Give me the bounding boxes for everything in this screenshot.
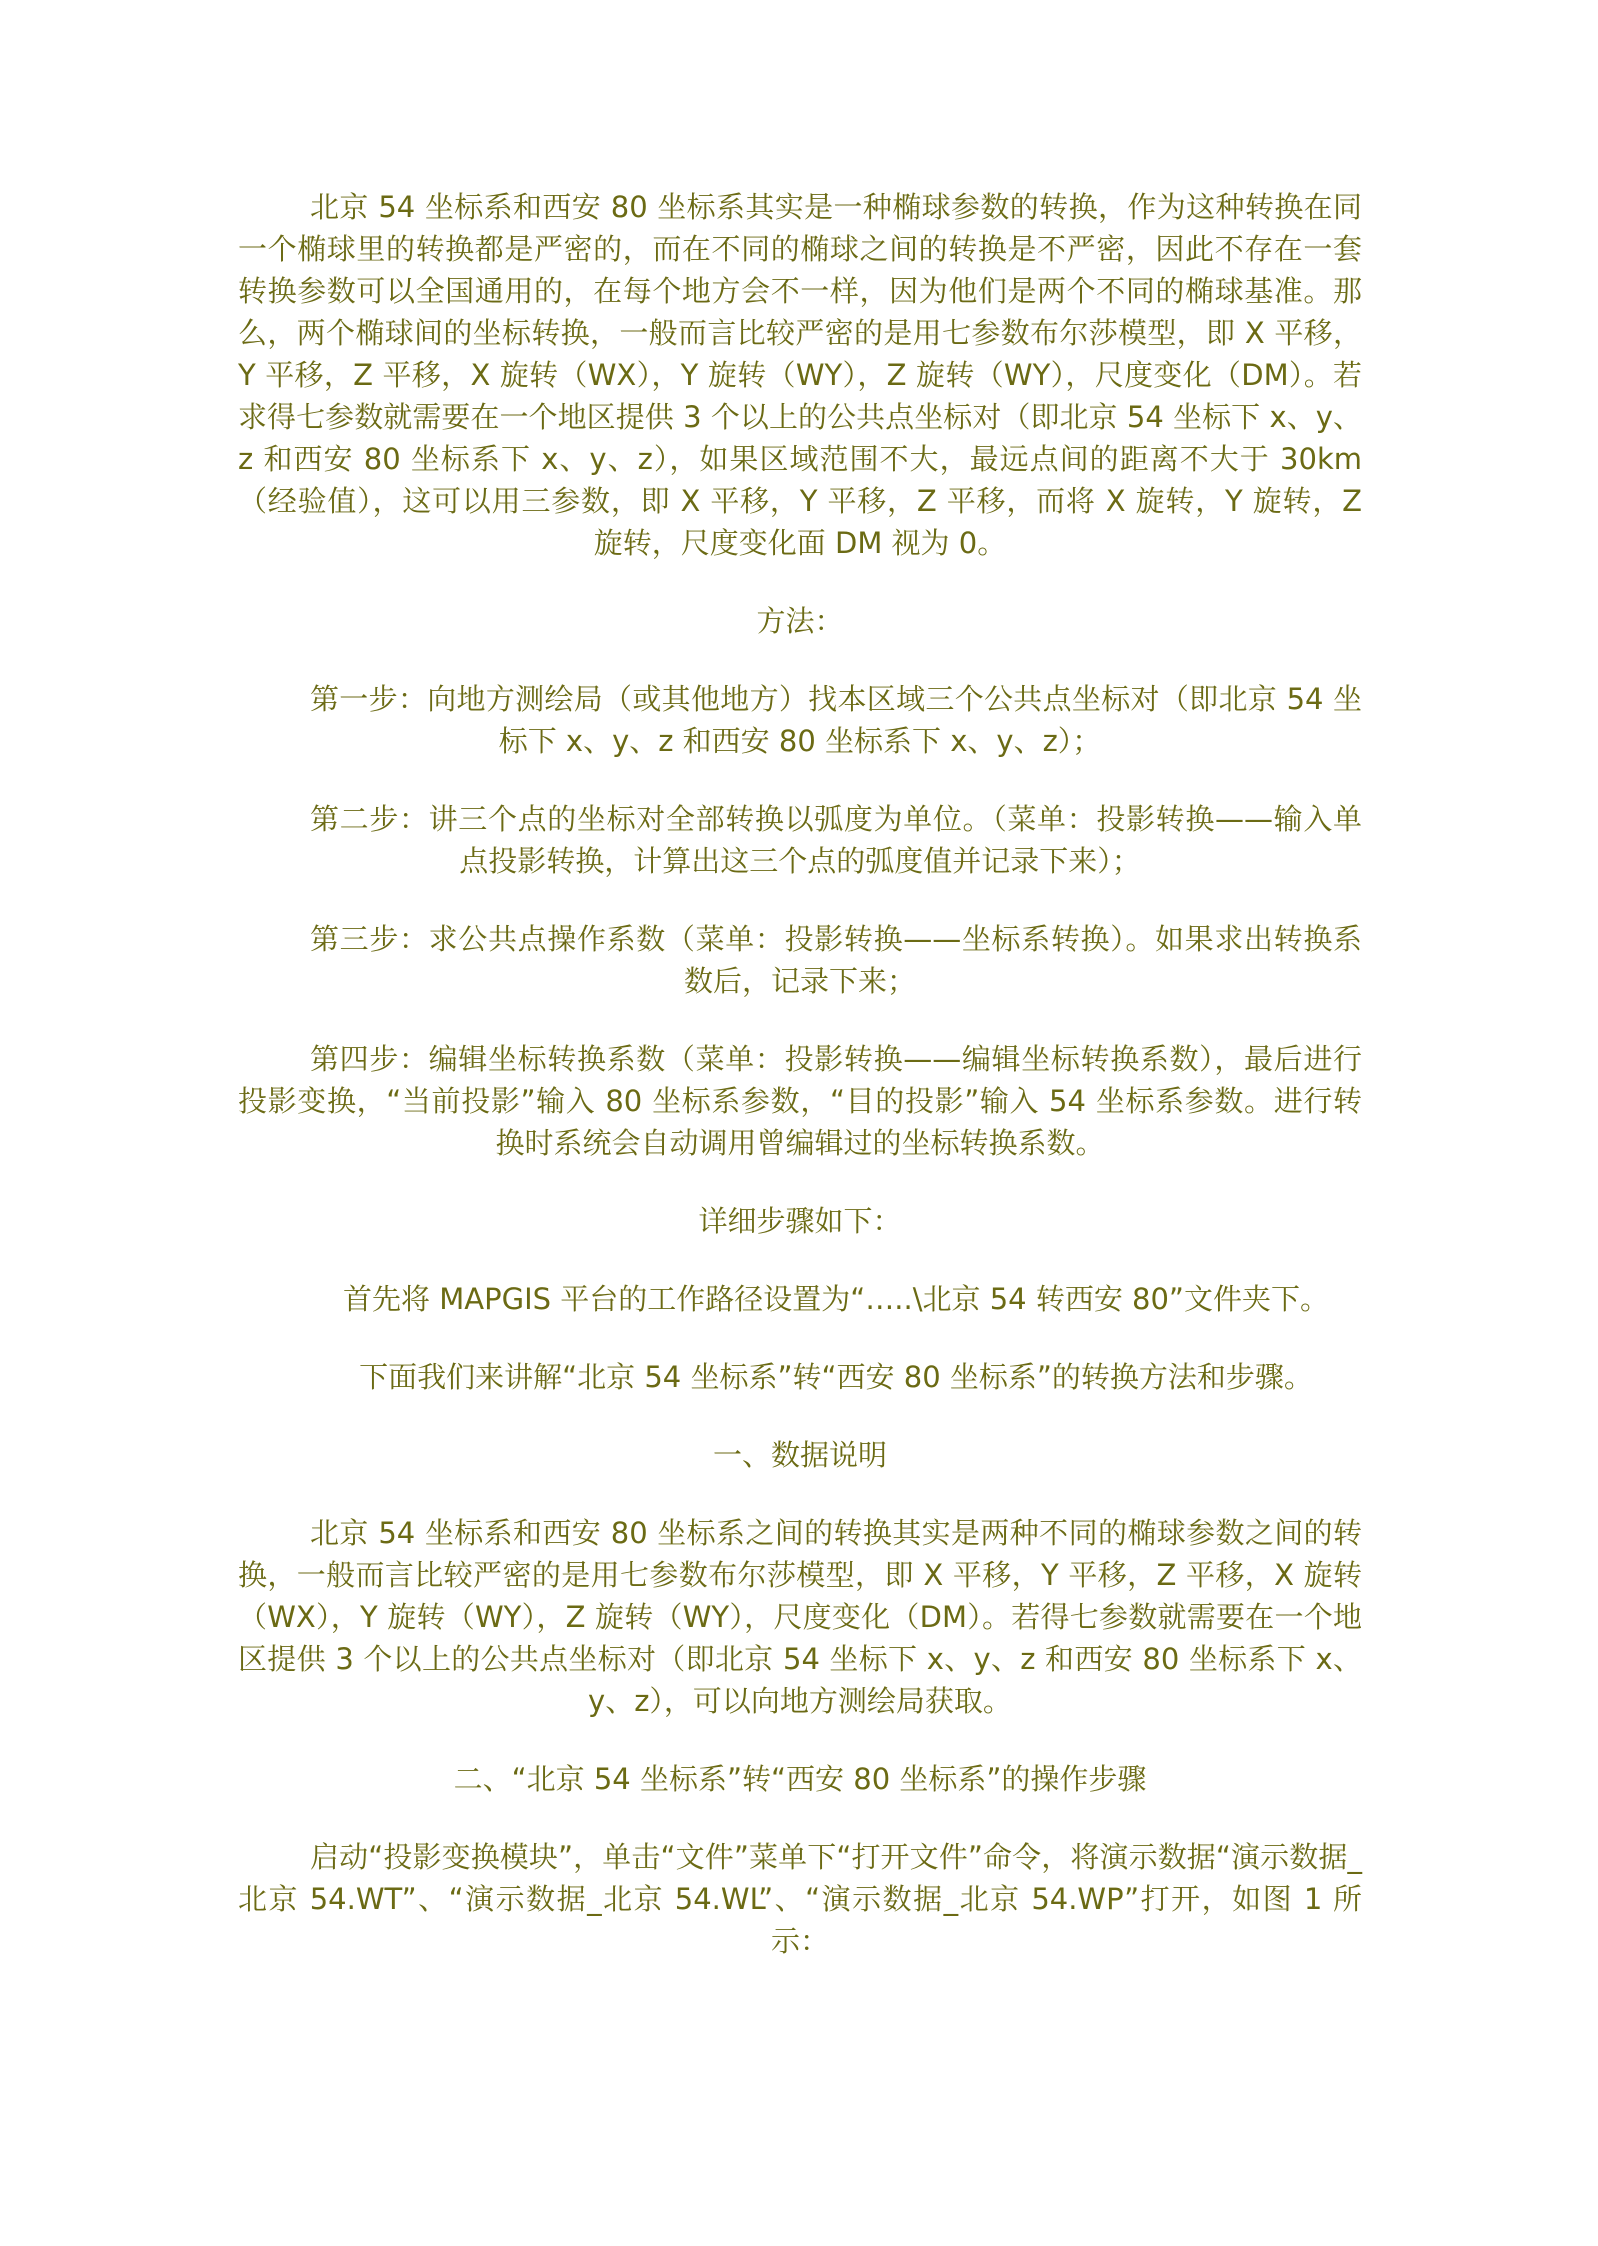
section-1-heading: 一、数据说明	[712, 1438, 887, 1472]
section-2-paragraph: 启动“投影变换模块”，单击“文件”菜单下“打开文件”命令，将演示数据“演示数据_北京 54.WT”、“演示数据_北京 54.WL”、“演示数据_北京 54.WP”打开，如图 1 所示：	[238, 1840, 1362, 1958]
section-1-paragraph: 北京 54 坐标系和西安 80 坐标系之间的转换其实是两种不同的椭球参数之间的转换，一般而言比较严密的是用七参数布尔莎模型，即 X 平移，Y 平移，Z 平移，X 旋转（WX），Y 旋转（WY），Z 旋转（WY），尺度变化（DM）。若得七参数就需要在一个地区提供 3 个以上的公共点坐标对（即北京 54 坐标下 x、y、z 和西安 80 坐标系下 x、y、z），可以向地方测绘局获取。	[238, 1516, 1362, 1718]
document-page	[238, 186, 1362, 1962]
step-1-paragraph: 第一步：向地方测绘局（或其他地方）找本区域三个公共点坐标对（即北京 54 坐标下 x、y、z 和西安 80 坐标系下 x、y、z）；	[310, 682, 1362, 758]
method-heading: 方法：	[756, 604, 844, 638]
method-intro-paragraph: 下面我们来讲解“北京 54 坐标系”转“西安 80 坐标系”的转换方法和步骤。	[359, 1360, 1313, 1394]
section-2-heading: 二、“北京 54 坐标系”转“西安 80 坐标系”的操作步骤	[453, 1762, 1147, 1796]
detail-heading: 详细步骤如下：	[698, 1204, 902, 1238]
step-4-paragraph: 第四步：编辑坐标转换系数（菜单：投影转换——编辑坐标转换系数），最后进行投影变换，“当前投影”输入 80 坐标系参数，“目的投影”输入 54 坐标系参数。进行转换时系统会自动调用曾编辑过的坐标转换系数。	[238, 1042, 1362, 1160]
workpath-paragraph: 首先将 MAPGIS 平台的工作路径设置为“…..\北京 54 转西安 80”文件夹下。	[343, 1282, 1329, 1316]
intro-paragraph: 北京 54 坐标系和西安 80 坐标系其实是一种椭球参数的转换，作为这种转换在同一个椭球里的转换都是严密的，而在不同的椭球之间的转换是不严密，因此不存在一套转换参数可以全国通用的，在每个地方会不一样，因为他们是两个不同的椭球基准。那么，两个椭球间的坐标转换，一般而言比较严密的是用七参数布尔莎模型，即 X 平移，Y 平移，Z 平移，X 旋转（WX），Y 旋转（WY），Z 旋转（WY），尺度变化（DM）。若求得七参数就需要在一个地区提供 3 个以上的公共点坐标对（即北京 54 坐标下 x、y、z 和西安 80 坐标系下 x、y、z），如果区域范围不大，最远点间的距离不大于 30km（经验值），这可以用三参数，即 X 平移，Y 平移，Z 平移，而将 X 旋转，Y 旋转，Z 旋转，尺度变化面 DM 视为 0。	[238, 190, 1362, 560]
step-2-paragraph: 第二步：讲三个点的坐标对全部转换以弧度为单位。（菜单：投影转换——输入单点投影转换，计算出这三个点的弧度值并记录下来）；	[310, 802, 1362, 878]
step-3-paragraph: 第三步：求公共点操作系数（菜单：投影转换——坐标系转换）。如果求出转换系数后，记录下来；	[310, 922, 1362, 998]
